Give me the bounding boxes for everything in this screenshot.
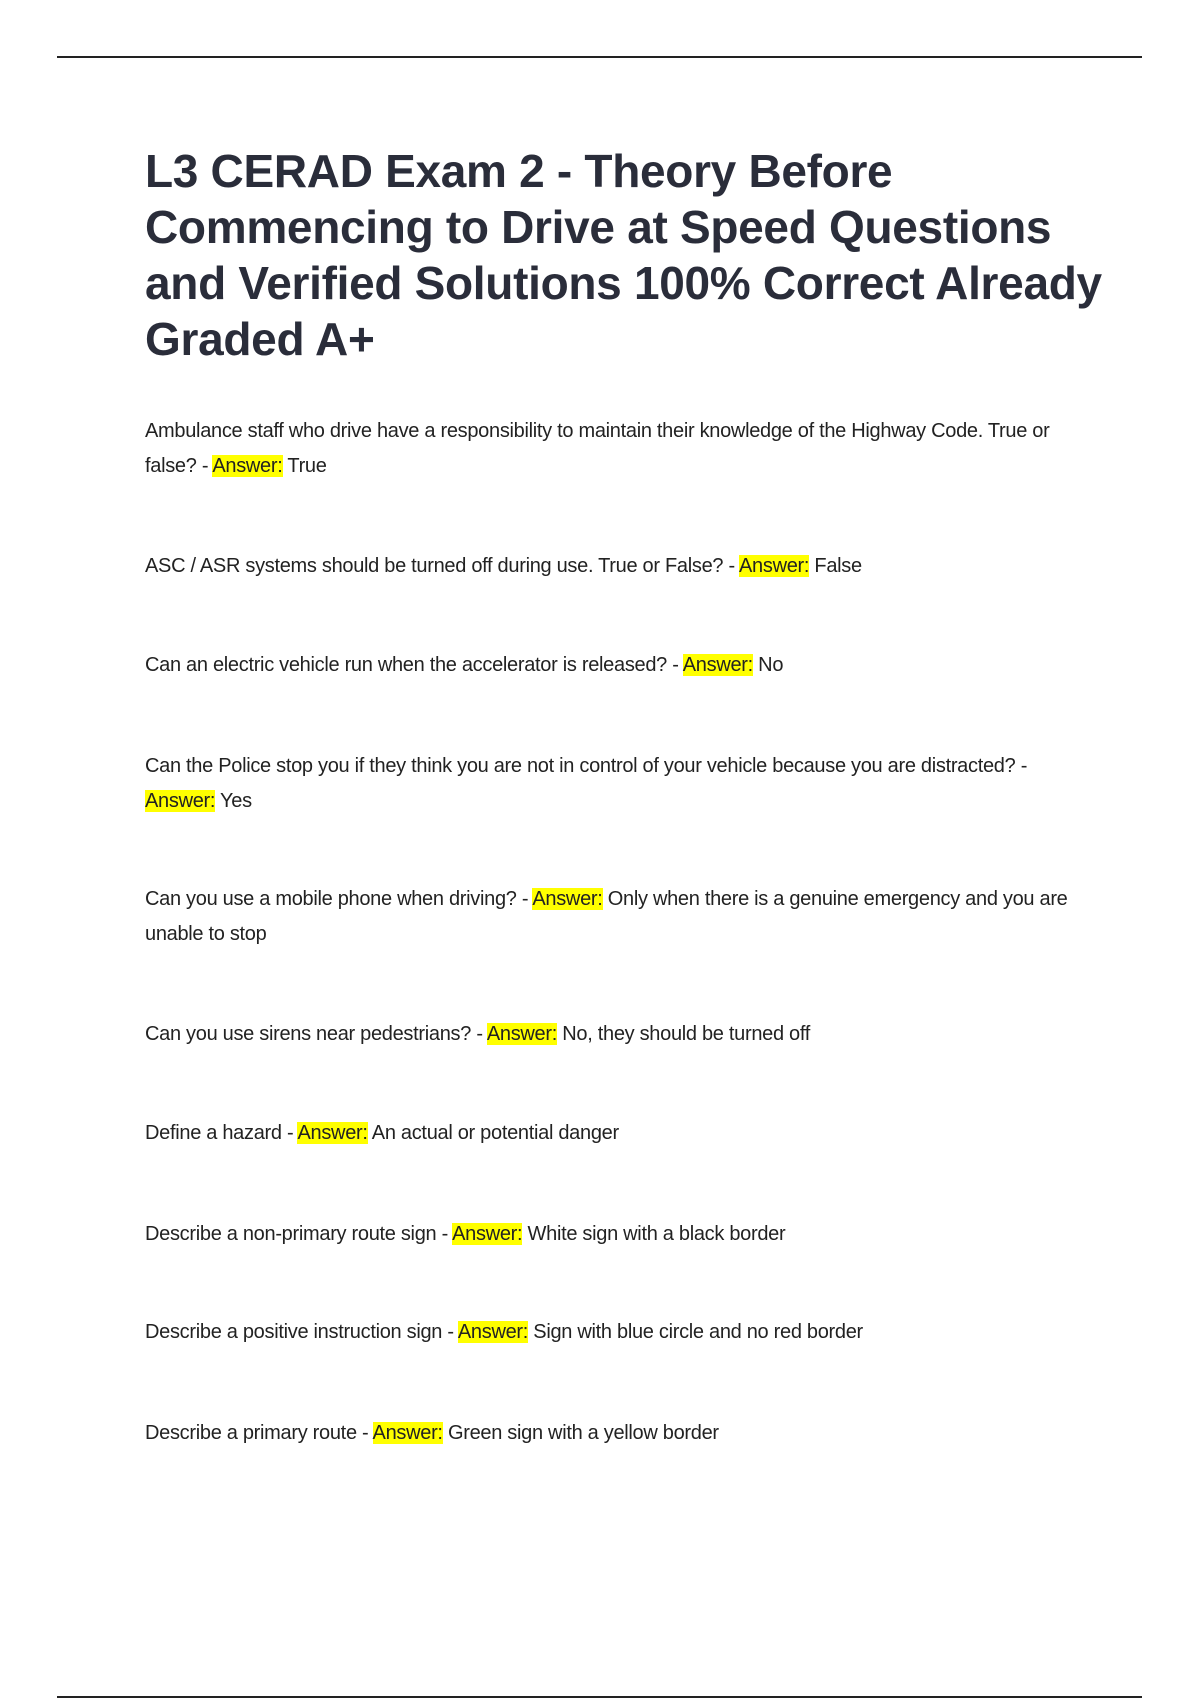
qa-item [145,1017,1085,1052]
answer-text: No [752,654,784,676]
answer-label: Answer: [145,790,216,812]
question-text: Define a hazard - [145,1122,298,1144]
answer-text: True [282,455,327,477]
answer-text: An actual or potential danger [367,1122,619,1144]
answer-text: White sign with a black border [522,1223,786,1245]
question-text: Can an electric vehicle run when the accelerator is released? - [145,654,683,676]
qa-item [145,648,1085,683]
qa-item [145,414,1085,484]
answer-label: Answer: [452,1223,523,1245]
question-text: Ambulance staff who drive have a responsibility to maintain their knowledge of the Highway Code. True or false? - [145,420,1050,477]
answer-label: Answer: [682,654,753,676]
answer-text: Green sign with a yellow border [442,1422,719,1444]
question-text: Can you use sirens near pedestrians? - [145,1023,487,1045]
answer-text: No, they should be turned off [557,1023,811,1045]
question-text: Can you use a mobile phone when driving? - [145,888,533,910]
answer-label: Answer: [486,1023,557,1045]
answer-text: Sign with blue circle and no red border [528,1321,863,1343]
answer-text: Yes [215,790,252,812]
qa-item [145,1217,1085,1252]
document-title: L3 CERAD Exam 2 - Theory Before Commencing to Drive at Speed Questions and Verified Solutions 100% Correct Already Graded A+ [145,145,1102,365]
answer-text: False [809,555,862,577]
answer-label: Answer: [457,1321,529,1343]
answer-label: Answer: [739,555,810,577]
answer-label: Answer: [297,1122,368,1144]
qa-item [145,549,1085,584]
header-rule [57,56,1142,58]
question-text: ASC / ASR systems should be turned off during use. True or False? - [145,555,739,577]
qa-item [145,1416,1085,1451]
qa-item [145,1116,1085,1151]
question-text: Can the Police stop you if they think you are not in control of your vehicle because you are distracted? - [145,755,1028,777]
answer-label: Answer: [372,1422,443,1444]
answer-label: Answer: [212,455,283,477]
footer-rule [57,1696,1142,1698]
question-text: Describe a positive instruction sign - [145,1321,458,1343]
answer-label: Answer: [532,888,603,910]
qa-item [145,749,1085,819]
answer-text: Only when there is a genuine emergency and you are unable to stop [145,888,1068,945]
qa-item [145,882,1085,952]
qa-item [145,1315,1085,1350]
question-text: Describe a non-primary route sign - [145,1223,453,1245]
question-text: Describe a primary route - [145,1422,373,1444]
